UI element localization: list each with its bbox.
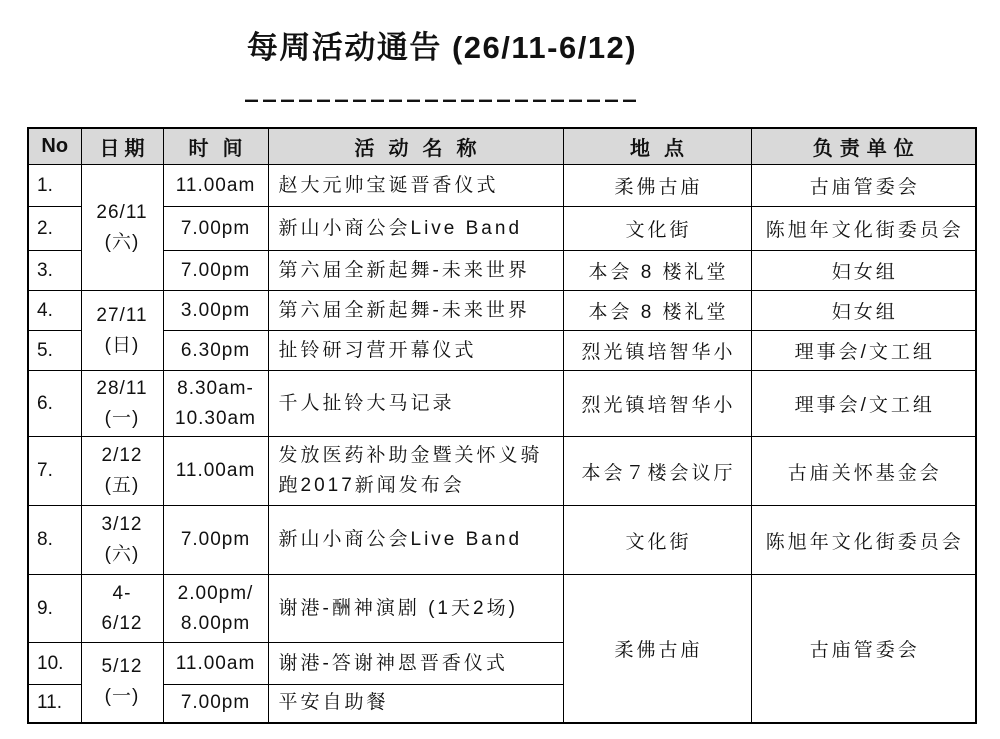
- date-cell: [81, 506, 163, 575]
- table-row: [28, 437, 976, 506]
- venue-cell: 本会 8 楼礼堂: [563, 251, 751, 291]
- venue-cell: 文化街: [563, 506, 751, 575]
- activity-schedule-table: [27, 127, 977, 724]
- venue-cell: 柔佛古庙: [563, 575, 751, 723]
- time-line: 11.00am: [175, 460, 256, 481]
- activity-cell: [268, 685, 563, 723]
- date-cell: [81, 291, 163, 371]
- date-line: 5/12: [101, 656, 143, 678]
- time-line: 8.30am-: [177, 377, 254, 399]
- weekday-line: (五): [104, 475, 140, 496]
- weekday-line: (六): [104, 544, 140, 565]
- activity-cell: [268, 437, 563, 506]
- time-line: 10.30am: [175, 407, 256, 429]
- row-number: 7.: [28, 437, 81, 506]
- time-cell: [163, 685, 268, 723]
- activity-line: 新山小商公会Live Band: [278, 529, 523, 550]
- table-row: [28, 291, 976, 331]
- organizer-cell: 古庙管委会: [751, 165, 976, 207]
- table-row: [28, 207, 976, 251]
- activity-line: 跑2017新闻发布会: [278, 475, 465, 496]
- activity-line: 发放医药补助金暨关怀义骑: [278, 445, 543, 466]
- activity-cell: [268, 506, 563, 575]
- header-date: 日期: [81, 128, 163, 165]
- organizer-cell: 理事会/文工组: [751, 371, 976, 437]
- row-number: 4.: [28, 291, 81, 331]
- activity-line: 千人扯铃大马记录: [278, 392, 455, 414]
- table-row: [28, 371, 976, 437]
- weekday-line: (一): [104, 686, 140, 708]
- time-cell: [163, 506, 268, 575]
- time-cell: [163, 291, 268, 331]
- header-time: 时间: [163, 128, 268, 165]
- venue-cell: 烈光镇培智华小: [563, 331, 751, 371]
- date-cell: [81, 165, 163, 291]
- time-cell: [163, 575, 268, 643]
- activity-cell: [268, 207, 563, 251]
- time-line: 7.00pm: [180, 529, 251, 550]
- date-cell: [81, 371, 163, 437]
- organizer-cell: 妇女组: [751, 291, 976, 331]
- time-cell: [163, 165, 268, 207]
- activity-line: 第六届全新起舞-未来世界: [278, 299, 530, 321]
- title-underline: ______________________: [245, 73, 641, 103]
- time-line: 7.00pm: [180, 259, 251, 281]
- venue-cell: 本会 8 楼礼堂: [563, 291, 751, 331]
- header-no: No: [28, 128, 81, 165]
- venue-cell: 柔佛古庙: [563, 165, 751, 207]
- date-line: 28/11: [96, 377, 148, 399]
- row-number: 8.: [28, 506, 81, 575]
- time-line: 11.00am: [175, 652, 256, 674]
- venue-cell: 本会７楼会议厅: [563, 437, 751, 506]
- row-number: 6.: [28, 371, 81, 437]
- activity-line: 谢港-答谢神恩晋香仪式: [278, 652, 508, 674]
- time-line: 8.00pm: [180, 612, 251, 634]
- organizer-cell: 理事会/文工组: [751, 331, 976, 371]
- activity-cell: [268, 371, 563, 437]
- header-row: [28, 128, 976, 165]
- organizer-cell: 古庙关怀基金会: [751, 437, 976, 506]
- time-cell: [163, 331, 268, 371]
- date-cell: [81, 437, 163, 506]
- row-number: 5.: [28, 331, 81, 371]
- activity-cell: [268, 643, 563, 685]
- time-line: 7.00pm: [180, 692, 251, 714]
- time-cell: [163, 437, 268, 506]
- date-cell: [81, 643, 163, 723]
- organizer-cell: 陈旭年文化街委员会: [751, 207, 976, 251]
- activity-cell: [268, 291, 563, 331]
- activity-cell: [268, 575, 563, 643]
- table-row: [28, 165, 976, 207]
- organizer-cell: 陈旭年文化街委员会: [751, 506, 976, 575]
- weekday-line: (一): [104, 407, 140, 429]
- date-line: 27/11: [96, 304, 148, 326]
- time-line: 11.00am: [175, 174, 256, 196]
- time-line: 7.00pm: [180, 217, 251, 239]
- table-row: [28, 331, 976, 371]
- activity-line: 赵大元帅宝诞晋香仪式: [278, 174, 499, 196]
- activity-line: 扯铃研习营开幕仪式: [278, 339, 477, 361]
- table-row: [28, 251, 976, 291]
- weekday-line: (日): [104, 334, 140, 356]
- row-number: 3.: [28, 251, 81, 291]
- row-number: 9.: [28, 575, 81, 643]
- weekday-line: (六): [104, 231, 140, 253]
- time-line: 6.30pm: [180, 339, 251, 361]
- row-number: 10.: [28, 643, 81, 685]
- row-number: 2.: [28, 207, 81, 251]
- date-line: 6/12: [101, 612, 143, 634]
- date-line: 2/12: [101, 445, 143, 466]
- activity-line: 谢港-酬神演剧 (1天2场): [278, 597, 518, 619]
- venue-cell: 烈光镇培智华小: [563, 371, 751, 437]
- date-line: 4-: [112, 582, 132, 604]
- organizer-cell: 古庙管委会: [751, 575, 976, 723]
- activity-cell: [268, 165, 563, 207]
- activity-cell: [268, 331, 563, 371]
- header-organizer: 负责单位: [751, 128, 976, 165]
- table-row: [28, 506, 976, 575]
- time-line: 2.00pm/: [177, 582, 254, 604]
- header-venue: 地点: [563, 128, 751, 165]
- activity-line: 新山小商公会Live Band: [278, 217, 523, 239]
- date-cell: [81, 575, 163, 643]
- time-cell: [163, 643, 268, 685]
- date-line: 3/12: [101, 514, 143, 535]
- time-cell: [163, 207, 268, 251]
- row-number: 11.: [28, 685, 81, 723]
- row-number: 1.: [28, 165, 81, 207]
- page-title: 每周活动通告 (26/11-6/12): [246, 30, 638, 65]
- organizer-cell: 妇女组: [751, 251, 976, 291]
- time-cell: [163, 251, 268, 291]
- table-row: [28, 575, 976, 643]
- venue-cell: 文化街: [563, 207, 751, 251]
- time-cell: [163, 371, 268, 437]
- header-activity: 活动名称: [268, 128, 563, 165]
- activity-line: 平安自助餐: [278, 692, 389, 714]
- date-line: 26/11: [96, 201, 148, 223]
- time-line: 3.00pm: [180, 299, 251, 321]
- activity-line: 第六届全新起舞-未来世界: [278, 259, 530, 281]
- activity-cell: [268, 251, 563, 291]
